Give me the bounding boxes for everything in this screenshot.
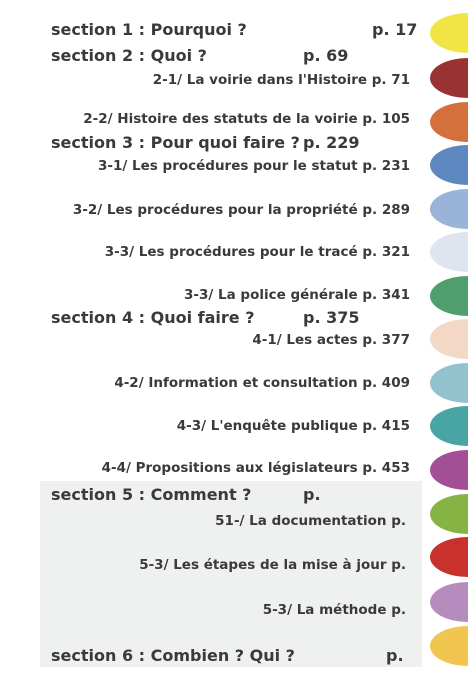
section-2-page: p. 69 xyxy=(303,46,349,65)
section-color-tab[interactable] xyxy=(430,58,468,98)
section-4-title[interactable]: section 4 : Quoi faire ? xyxy=(51,308,255,327)
entry-3-3-police[interactable]: 3-3/ La police générale p. 341 xyxy=(184,287,410,303)
section-color-tab[interactable] xyxy=(430,494,468,534)
entry-5-1[interactable]: 51-/ La documentation p. xyxy=(215,513,406,529)
entry-2-1[interactable]: 2-1/ La voirie dans l'Histoire p. 71 xyxy=(152,72,410,88)
entry-4-4[interactable]: 4-4/ Propositions aux législateurs p. 453 xyxy=(101,460,410,476)
entry-3-2[interactable]: 3-2/ Les procédures pour la propriété p. 289 xyxy=(72,202,410,218)
section-color-tab[interactable] xyxy=(430,537,468,577)
entry-4-1[interactable]: 4-1/ Les actes p. 377 xyxy=(252,332,410,348)
section-color-tab[interactable] xyxy=(430,450,468,490)
entry-5-3-methode[interactable]: 5-3/ La méthode p. xyxy=(262,602,406,618)
section-1-title[interactable]: section 1 : Pourquoi ? xyxy=(51,20,247,39)
entry-4-3[interactable]: 4-3/ L'enquête publique p. 415 xyxy=(176,418,410,434)
entry-3-3-trace[interactable]: 3-3/ Les procédures pour le tracé p. 321 xyxy=(104,244,410,260)
section-1-page: p. 17 xyxy=(372,20,418,39)
section-5-page: p. xyxy=(303,485,321,504)
section-color-tab[interactable] xyxy=(430,406,468,446)
entry-2-2[interactable]: 2-2/ Histoire des statuts de la voirie p. 105 xyxy=(83,111,410,127)
section-2-title[interactable]: section 2 : Quoi ? xyxy=(51,46,207,65)
section-color-tab[interactable] xyxy=(430,102,468,142)
section-5-title[interactable]: section 5 : Comment ? xyxy=(51,485,252,504)
section-6-page: p. xyxy=(386,646,404,665)
section-5-6-highlight xyxy=(40,481,422,667)
section-color-tab[interactable] xyxy=(430,582,468,622)
entry-4-2[interactable]: 4-2/ Information et consultation p. 409 xyxy=(114,375,410,391)
section-color-tab[interactable] xyxy=(430,276,468,316)
section-color-tab[interactable] xyxy=(430,626,468,666)
section-color-tab[interactable] xyxy=(430,363,468,403)
section-3-page: p. 229 xyxy=(303,133,360,152)
section-4-page: p. 375 xyxy=(303,308,360,327)
section-color-tab[interactable] xyxy=(430,189,468,229)
entry-5-3-etapes[interactable]: 5-3/ Les étapes de la mise à jour p. xyxy=(139,557,406,573)
entry-3-1[interactable]: 3-1/ Les procédures pour le statut p. 231 xyxy=(98,158,410,174)
section-color-tab[interactable] xyxy=(430,232,468,272)
section-color-tab[interactable] xyxy=(430,13,468,53)
section-color-tab[interactable] xyxy=(430,319,468,359)
section-3-title[interactable]: section 3 : Pour quoi faire ? xyxy=(51,133,300,152)
section-6-title[interactable]: section 6 : Combien ? Qui ? xyxy=(51,646,295,665)
section-color-tab[interactable] xyxy=(430,145,468,185)
